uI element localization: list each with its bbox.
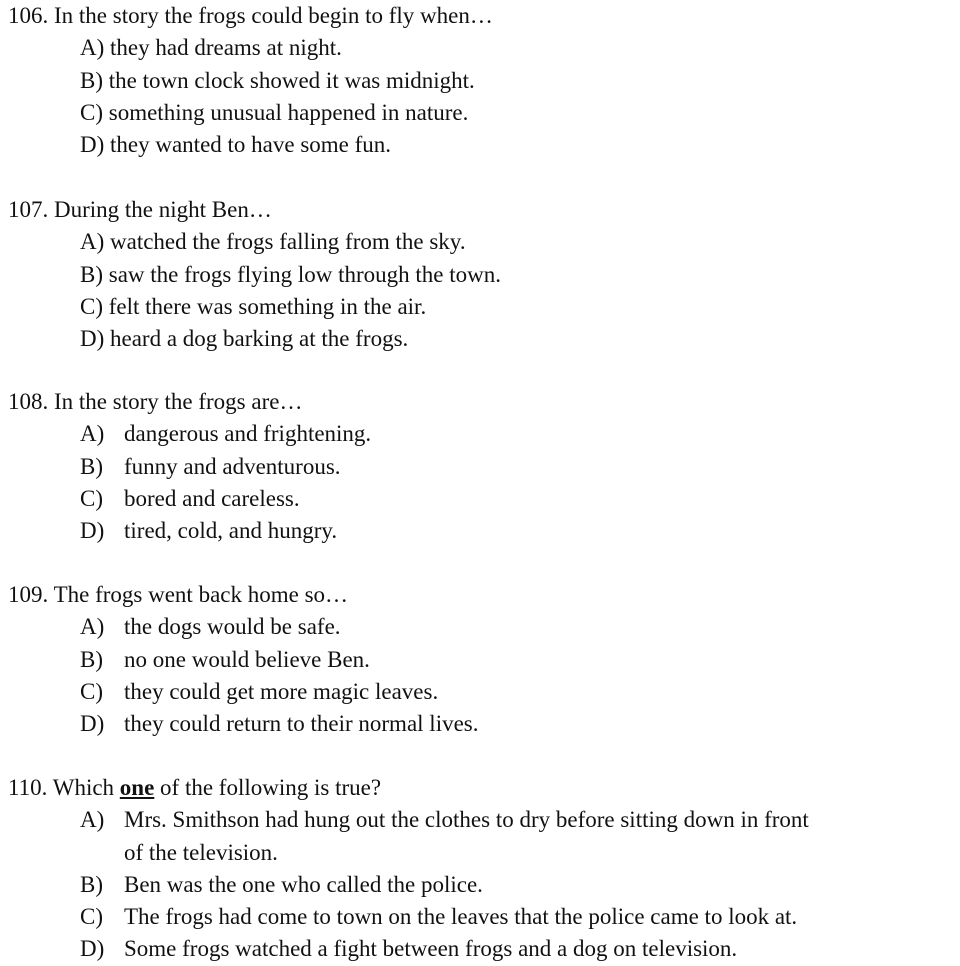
answer-option-b[interactable]	[0, 644, 960, 676]
option-letter: C)	[80, 678, 103, 704]
answer-option-b[interactable]: B) saw the frogs flying low through the town.	[80, 261, 501, 287]
option-letter: D)	[80, 936, 105, 962]
question-108	[0, 386, 960, 547]
option-text: Some frogs watched a fight between frogs and a dog on television.	[124, 936, 738, 962]
stem-start: 110. Which	[8, 775, 120, 800]
answer-option-d[interactable]: D) they wanted to have some fun.	[80, 132, 392, 158]
question-107	[0, 194, 960, 355]
question-stem: 106. In the story the frogs could begin to fly when…	[8, 3, 493, 28]
option-text: Mrs. Smithson had hung out the clothes to dry before sitting down in front	[124, 807, 809, 833]
option-text: funny and adventurous.	[124, 453, 341, 479]
question-106	[0, 0, 960, 161]
question-stem: 108. In the story the frogs are…	[8, 389, 303, 414]
option-text: bored and careless.	[124, 485, 300, 511]
option-text: no one would believe Ben.	[124, 646, 370, 672]
answer-option-a-continued[interactable]: of the television.	[124, 839, 278, 865]
answer-option-a[interactable]: A) they had dreams at night.	[80, 35, 342, 61]
option-letter: D)	[80, 711, 105, 737]
answer-option-b[interactable]: B) the town clock showed it was midnight.	[80, 67, 475, 93]
question-stem: 109. The frogs went back home so…	[8, 582, 349, 607]
answer-option-a[interactable]	[0, 804, 960, 836]
option-letter: D)	[80, 518, 105, 544]
option-text: they could return to their normal lives.	[124, 711, 479, 737]
option-text: the dogs would be safe.	[124, 614, 341, 640]
option-text: they could get more magic leaves.	[124, 678, 439, 704]
option-letter: B)	[80, 871, 103, 897]
question-stem: 107. During the night Ben…	[8, 197, 272, 222]
answer-option-c[interactable]: C) something unusual happened in nature.	[80, 99, 469, 125]
answer-option-c[interactable]	[0, 676, 960, 708]
option-letter: A)	[80, 807, 105, 833]
stem-emphasis: one	[119, 775, 155, 800]
answer-option-b[interactable]	[0, 451, 960, 483]
answer-option-a[interactable]: A) watched the frogs falling from the sky.	[80, 229, 466, 255]
option-letter: A)	[80, 421, 105, 447]
answer-option-d[interactable]: D) heard a dog barking at the frogs.	[80, 326, 409, 352]
option-text: The frogs had come to town on the leaves that the police came to look at.	[124, 904, 798, 930]
question-109	[0, 579, 960, 740]
answer-option-c[interactable]	[0, 901, 960, 933]
option-letter: C)	[80, 904, 103, 930]
answer-option-a[interactable]	[0, 611, 960, 643]
answer-option-c[interactable]	[0, 483, 960, 515]
question-110	[0, 772, 960, 966]
option-text: tired, cold, and hungry.	[124, 518, 338, 544]
answer-option-c[interactable]: C) felt there was something in the air.	[80, 293, 427, 319]
option-letter: B)	[80, 453, 103, 479]
stem-end: of the following is true?	[154, 775, 382, 800]
option-letter: B)	[80, 646, 103, 672]
option-letter: A)	[80, 614, 105, 640]
question-stem	[0, 772, 960, 804]
answer-option-d[interactable]	[0, 515, 960, 547]
option-text: dangerous and frightening.	[124, 421, 372, 447]
answer-option-d[interactable]	[0, 933, 960, 965]
answer-option-d[interactable]	[0, 708, 960, 740]
option-letter: C)	[80, 485, 103, 511]
answer-option-a[interactable]	[0, 418, 960, 450]
option-text: Ben was the one who called the police.	[124, 871, 483, 897]
answer-option-b[interactable]	[0, 869, 960, 901]
